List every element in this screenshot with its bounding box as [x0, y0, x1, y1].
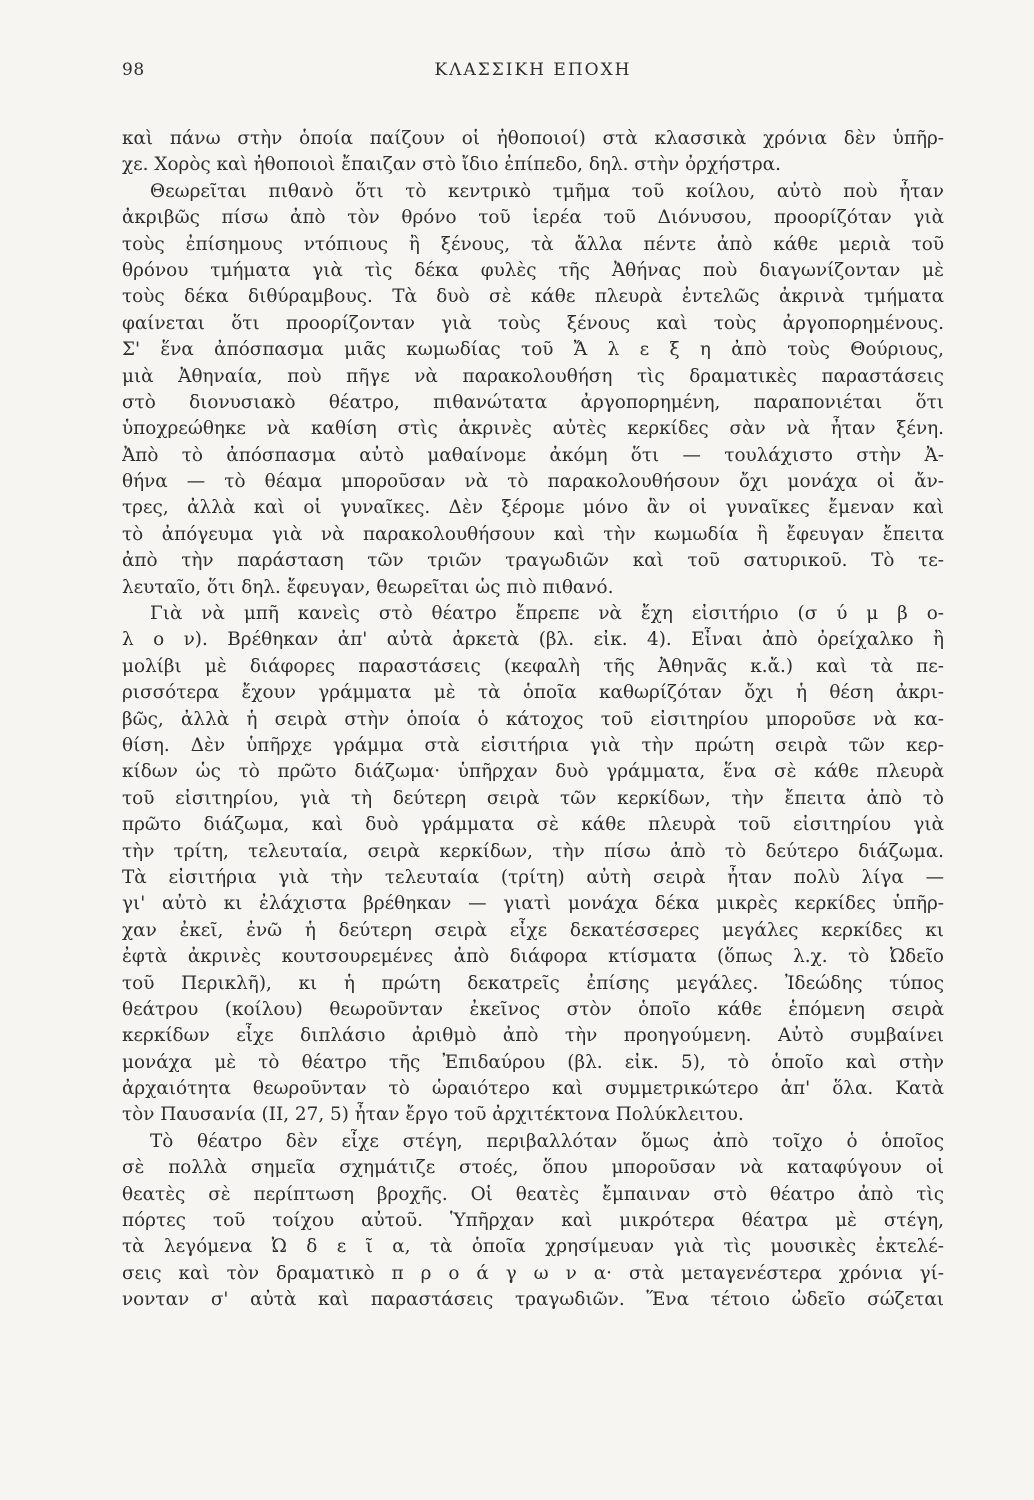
text-line: νονταν σ' αὐτὰ καὶ παραστάσεις τραγωδιῶν. Ἕνα τέτοιο ὠδεῖο σώζεται	[122, 1289, 944, 1311]
text-line: βῶς, ἀλλὰ ἡ σειρὰ στὴν ὁποία ὁ κάτοχος τοῦ εἰσιτηρίου μποροῦσε νὰ κα-	[122, 708, 944, 730]
text-line: ἐφτὰ ἀκρινὲς κουτσουρεμένες ἀπὸ διάφορα κτίσματα (ὅπως λ.χ. τὸ Ὠδεῖο	[122, 946, 944, 968]
text-line: θρόνου τμήματα γιὰ τὶς δέκα φυλὲς τῆς Ἀθήνας ποὺ διαγωνίζονταν μὲ	[122, 259, 944, 281]
text-line: λευταῖο, ὅτι δηλ. ἔφευγαν, θεωρεῖται ὡς πιὸ πιθανό.	[122, 576, 614, 598]
text-line: χε. Χορὸς καὶ ἠθοποιοὶ ἔπαιζαν στὸ ἴδιο ἐπίπεδο, δηλ. στὴν ὀρχήστρα.	[122, 154, 781, 176]
text-line: τὸν Παυσανία (ΙΙ, 27, 5) ἦταν ἔργο τοῦ ἀρχιτέκτονα Πολύκλειτου.	[122, 1104, 744, 1126]
text-line: ἀκριβῶς πίσω ἀπὸ τὸν θρόνο τοῦ ἱερέα τοῦ Διόνυσου, προορίζόταν γιὰ	[122, 207, 944, 229]
text-line: μονάχα μὲ τὸ θέατρο τῆς Ἐπιδαύρου (βλ. εἰκ. 5), τὸ ὁποῖο καὶ στὴν	[122, 1051, 944, 1073]
running-head	[122, 60, 944, 90]
text-line: σεις καὶ τὸν δραματικὸ π ρ ο ά γ ω ν α· στὰ μεταγενέστερα χρόνια γί-	[122, 1262, 944, 1284]
text-line: Ἀπὸ τὸ ἀπόσπασμα αὐτὸ μαθαίνομε ἀκόμη ὅτι — τουλάχιστο στὴν Ἀ-	[122, 444, 944, 466]
text-line: Θεωρεῖται πιθανὸ ὅτι τὸ κεντρικὸ τμῆμα τοῦ κοίλου, αὐτὸ ποὺ ἦταν	[150, 180, 944, 202]
text-line: μιὰ Ἀθηναία, ποὺ πῆγε νὰ παρακολουθήση τὶς δραματικὲς παραστάσεις	[122, 365, 944, 387]
text-line: τοῦ εἰσιτηρίου, γιὰ τὴ δεύτερη σειρὰ τῶν κερκίδων, τὴν ἔπειτα ἀπὸ τὸ	[122, 787, 944, 809]
text-line: Σ' ἕνα ἀπόσπασμα μιᾶς κωμωδίας τοῦ Ἄ λ ε ξ η ἀπὸ τοὺς Θούριους,	[122, 339, 944, 361]
text-line: κερκίδων εἶχε διπλάσιο ἀριθμὸ ἀπὸ τὴν προηγούμενη. Αὐτὸ συμβαίνει	[122, 1025, 944, 1047]
text-line: τὸ ἀπόγευμα γιὰ νὰ παρακολουθήσουν καὶ τὴν κωμωδία ἢ ἔφευγαν ἔπειτα	[122, 523, 944, 545]
text-line: μολίβι μὲ διάφορες παραστάσεις (κεφαλὴ τῆς Ἀθηνᾶς κ.ἄ.) καὶ τὰ πε-	[122, 655, 944, 677]
text-line: ὑποχρεώθηκε νὰ καθίση στὶς ἀκρινὲς αὐτὲς κερκίδες σὰν νὰ ἦταν ξένη.	[122, 418, 944, 440]
text-line: ἀρχαιότητα θεωροῦνταν τὸ ὡραιότερο καὶ συμμετρικώτερο ἀπ' ὅλα. Κατὰ	[122, 1078, 944, 1100]
text-line: τὴν τρίτη, τελευταία, σειρὰ κερκίδων, τὴν πίσω ἀπὸ τὸ δεύτερο διάζωμα.	[122, 840, 944, 862]
text-line: πόρτες τοῦ τοίχου αὐτοῦ. Ὑπῆρχαν καὶ μικρότερα θέατρα μὲ στέγη,	[122, 1210, 944, 1232]
text-line: σὲ πολλὰ σημεῖα σχημάτιζε στοές, ὅπου μποροῦσαν νὰ καταφύγουν οἱ	[122, 1157, 944, 1179]
text-line: θήνα — τὸ θέαμα μποροῦσαν νὰ τὸ παρακολουθήσουν ὄχι μονάχα οἱ ἄν-	[122, 471, 944, 493]
text-line: Γιὰ νὰ μπῆ κανεὶς στὸ θέατρο ἔπρεπε νὰ ἔχη εἰσιτήριο (σ ύ μ β ο-	[150, 603, 944, 625]
text-line: λ ο ν). Βρέθηκαν ἀπ' αὐτὰ ἀρκετὰ (βλ. εἰκ. 4). Εἶναι ἀπὸ ὀρείχαλκο ἢ	[122, 629, 944, 651]
text-line: τρες, ἀλλὰ καὶ οἱ γυναῖκες. Δὲν ξέρομε μόνο ἂν οἱ γυναῖκες ἔμεναν καὶ	[122, 497, 944, 519]
text-line: ρισσότερα ἔχουν γράμματα μὲ τὰ ὁποῖα καθωρίζόταν ὄχι ἡ θέση ἀκρι-	[122, 682, 944, 704]
running-title: ΚΛΑΣΣΙΚΗ ΕΠΟΧΗ	[434, 60, 632, 80]
text-line: τοὺς δέκα διθύραμβους. Τὰ δυὸ σὲ κάθε πλευρὰ ἐντελῶς ἀκρινὰ τμήματα	[122, 286, 944, 308]
text-line: πρῶτο διάζωμα, καὶ δυὸ γράμματα σὲ κάθε πλευρὰ τοῦ εἰσιτηρίου γιὰ	[122, 814, 944, 836]
text-line: Τὸ θέατρο δὲν εἶχε στέγη, περιβαλλόταν ὅμως ἀπὸ τοῖχο ὁ ὁποῖος	[150, 1130, 944, 1152]
text-line: χαν ἐκεῖ, ἐνῶ ἡ δεύτερη σειρὰ εἶχε δεκατέσσερες μεγάλες κερκίδες κι	[122, 919, 944, 941]
body-text	[122, 126, 944, 1314]
text-line: θίση. Δὲν ὑπῆρχε γράμμα στὰ εἰσιτήρια γιὰ τὴν πρώτη σειρὰ τῶν κερ-	[122, 734, 944, 756]
page-number: 98	[122, 60, 145, 80]
text-line: στὸ διονυσιακὸ θέατρο, πιθανώτατα ἀργοπορημένη, παραπονιέται ὅτι	[122, 391, 944, 413]
text-line: γι' αὐτὸ κι ἐλάχιστα βρέθηκαν — γιατὶ μονάχα δέκα μικρὲς κερκίδες ὑπῆρ-	[122, 893, 944, 915]
text-line: Τὰ εἰσιτήρια γιὰ τὴν τελευταία (τρίτη) αὐτὴ σειρὰ ἦταν πολὺ λίγα —	[122, 866, 944, 888]
text-line: τοῦ Περικλῆ), κι ἡ πρώτη δεκατρεῖς ἐπίσης μεγάλες. Ἰδεώδης τύπος	[122, 972, 944, 994]
text-line: θεατὲς σὲ περίπτωση βροχῆς. Οἱ θεατὲς ἔμπαιναν στὸ θέατρο ἀπὸ τὶς	[122, 1183, 944, 1205]
text-line: τὰ λεγόμενα Ὠ δ ε ῖ α, τὰ ὁποῖα χρησίμευαν γιὰ τὶς μουσικὲς ἐκτελέ-	[122, 1236, 944, 1258]
text-line: τοὺς ἐπίσημους ντόπιους ἢ ξένους, τὰ ἄλλα πέντε ἀπὸ κάθε μεριὰ τοῦ	[122, 233, 944, 255]
text-line: κίδων ὡς τὸ πρῶτο διάζωμα· ὑπῆρχαν δυὸ γράμματα, ἕνα σὲ κάθε πλευρὰ	[122, 761, 944, 783]
text-line: θεάτρου (κοίλου) θεωροῦνταν ἐκεῖνος στὸν ὁποῖο κάθε ἑπόμενη σειρὰ	[122, 998, 944, 1020]
text-line: ἀπὸ τὴν παράσταση τῶν τριῶν τραγωδιῶν καὶ τοῦ σατυρικοῦ. Τὸ τε-	[122, 550, 944, 572]
text-line: καὶ πάνω στὴν ὁποία παίζουν οἱ ἠθοποιοί) στὰ κλασσικὰ χρόνια δὲν ὑπῆρ-	[122, 128, 944, 149]
text-line: φαίνεται ὅτι προορίζονταν γιὰ τοὺς ξένους καὶ τοὺς ἀργοπορημένους.	[122, 312, 944, 334]
